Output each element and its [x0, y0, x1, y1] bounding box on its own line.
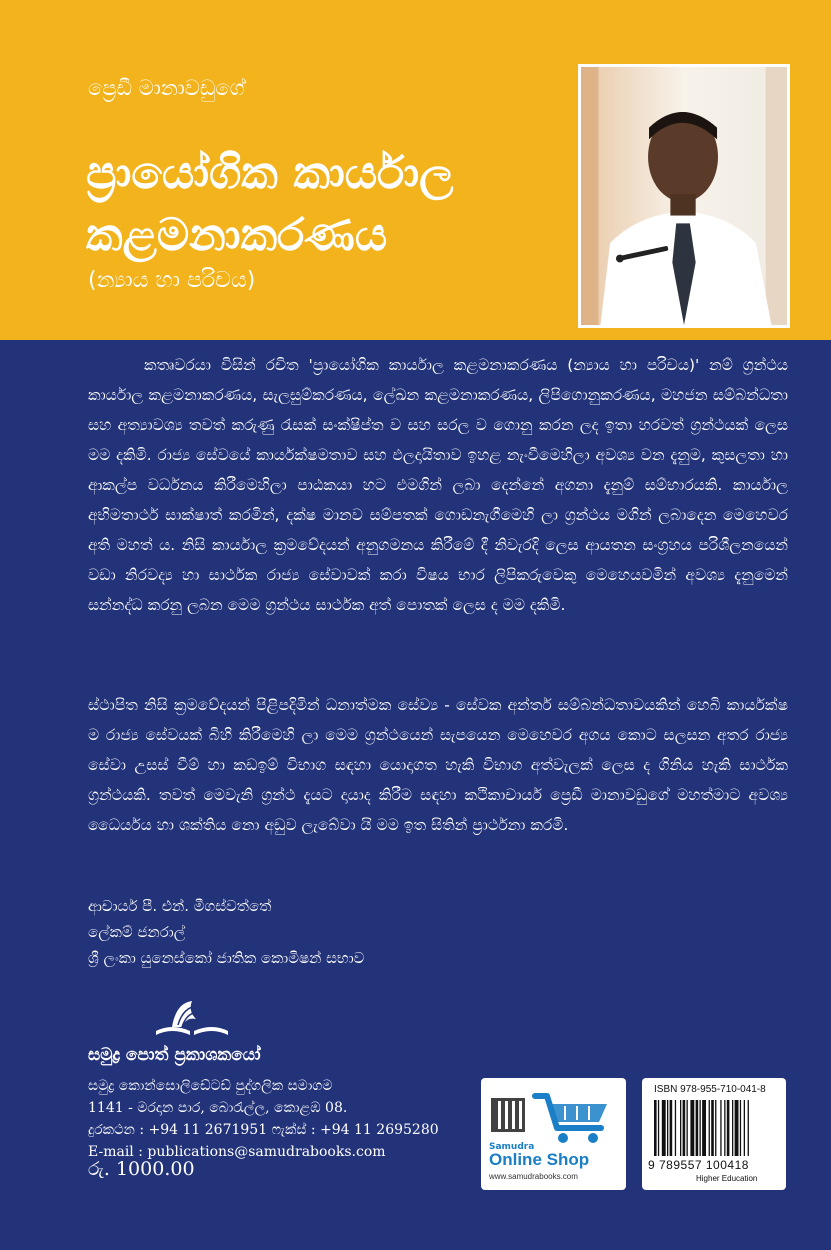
- review-paragraph-1: කතෘවරයා විසින් රචිත 'ප්‍රායෝගික කාර්යාල කළමනාකරණය (න්‍යාය හා පරිචය)' නම් ග්‍රන්ථය කාර්යාල කළමනාකරණය, සැලසුම්කරණය, ලේඛන කළමනාකරණය, ලිපිගොනුකරණය, මහජන සම්බන්ධතා සහ අත්‍යාවශ්‍ය තවත් කරුණු රැසක් සංක්ෂිප්ත ව සහ සරල ව ගොනු කරන ලද ඉතා හරවත් ග්‍රන්ථයක් ලෙස මම දකිමි. රාජ්‍ය සේවයේ කාර්යක්ෂමතාව සහ ඵලදායිතාව ඉහළ නැංවීමෙහිලා අවශ්‍ය වන දැනුම, කුසලතා හා ආකල්ප වර්ධනය කිරීමෙහිලා පාඨකයා හට එමගින් ලබා දෙන්නේ අගනා දැනුම් සම්භාරයකි. කාර්යාල අභිමතාර්ථ සාක්ෂාත් කරමින්, දක්ෂ මානව සම්පතක් ගොඩනැගීමෙහි ලා ග්‍රන්ථය මගින් ලබාදෙන මෙහෙවර අති මහත් ය. නිසි කාර්යාල ක්‍රමවේදයන් අනුගමනය කිරීමේ දී නිවැරදි ලෙස ආයතන සංග්‍රහය පරිශීලනයෙන් වඩා නිරවද්‍ය හා සාර්ථක රාජ්‍ය සේවාවක් කරා විෂය භාර ලිපිකරුවෙකු මෙහෙයවමින් අවශ්‍ය දැනුමෙන් සන්නද්ධ කරනු ලබන මෙම ග්‍රන්ථය සාර්ථක අත් පොතක් ලෙස ද මම දකිමි.: [88, 356, 788, 614]
- review-paragraph-2: ස්ථාපිත නිසි ක්‍රමවේදයන් පිළිපදිමින් ධනාත්මක සේව්‍ය - සේවක අන්තර් සම්බන්ධතාවයකින් හෙබි කාර්යක්ෂ ම රාජ්‍ය සේවයක් බිහි කිරීමෙහි ලා මෙම ග්‍රන්ථයෙන් සැපයෙන මෙහෙවර අගය කොට සලසන අතර රාජ්‍ය සේවා උසස් වීම් හා කඩඉම් විභාග සඳහා යොදාගත හැකි විභාග අත්වැලක් ලෙස ද ගිනිය හැකි සාර්ථක ග්‍රන්ථයකි. තවත් මෙවැනි ග්‍රන්ථ දැයට දායාද කිරීම සඳහා කථිකාචාර්ය ප්‍රෙඩී මානාවඩුගේ මහත්මාට අවශ්‍ය ධෛර්යය හා ශක්තිය නො අඩුව ලැබේවා යි මම ඉත සිතින් ප්‍රාර්ථනා කරමි.: [88, 696, 788, 834]
- fax-label: ෆැක්ස්: [271, 1122, 307, 1138]
- title-line-2: කළමනාකරණය: [86, 208, 388, 261]
- barcode-digits: 9 789557 100418: [648, 1158, 749, 1172]
- phone-label: දුරකථන: [88, 1122, 135, 1138]
- publisher-details: [88, 1075, 439, 1163]
- phone-number: : +94 11 2671951: [139, 1122, 268, 1138]
- qr-code-icon: [491, 1098, 525, 1132]
- shop-brand: Samudra: [489, 1142, 535, 1152]
- barcode-icon: [652, 1100, 776, 1156]
- author-photo-illustration: [581, 67, 787, 325]
- fax-number: : +94 11 2695280: [310, 1122, 439, 1138]
- title-line-1: ප්‍රායෝගික කාර්යාල: [86, 146, 454, 199]
- publisher-email: E-mail : publications@samudrabooks.com: [88, 1144, 386, 1160]
- publisher-company: සමුද්‍ර කොන්සොලිඩේටඩ් පුද්ගලික සමාගම: [88, 1078, 333, 1094]
- author-name: ප්‍රෙඩී මානාවඩුගේ: [88, 76, 245, 100]
- book-subtitle: (න්‍යාය හා පරිචය): [88, 268, 256, 293]
- author-photo: [578, 64, 790, 328]
- publisher-logo-icon: [152, 997, 232, 1039]
- book-price: රු. 1000.00: [88, 1158, 195, 1180]
- signatory-name: ආචාර්ය පී. එන්. මීගස්වත්තේ: [88, 897, 272, 915]
- signatory-position: ලේකම් ජනරාල්: [88, 923, 186, 941]
- book-category: Higher Education: [696, 1174, 758, 1183]
- shopping-cart-icon: [531, 1088, 613, 1148]
- signatory-block: [88, 893, 364, 971]
- publisher-address: 1141 - මරදාන පාර, බොරැල්ල, කොළඹ 08.: [88, 1100, 348, 1116]
- signatory-organization: ශ්‍රී ලංකා යුනෙස්කෝ ජාතික කොමිෂන් සභාව: [88, 949, 365, 967]
- publisher-name: සමුද්‍ර පොත් ප්‍රකාශකයෝ: [88, 1045, 261, 1065]
- isbn-number: ISBN 978-955-710-041-8: [654, 1084, 766, 1095]
- isbn-barcode-box: [642, 1078, 786, 1190]
- shop-title: Online Shop: [489, 1150, 590, 1169]
- book-title: [86, 142, 453, 266]
- online-shop-badge: [481, 1078, 626, 1190]
- publisher-contact: [88, 1119, 439, 1141]
- shop-url: www.samudrabooks.com: [489, 1172, 578, 1181]
